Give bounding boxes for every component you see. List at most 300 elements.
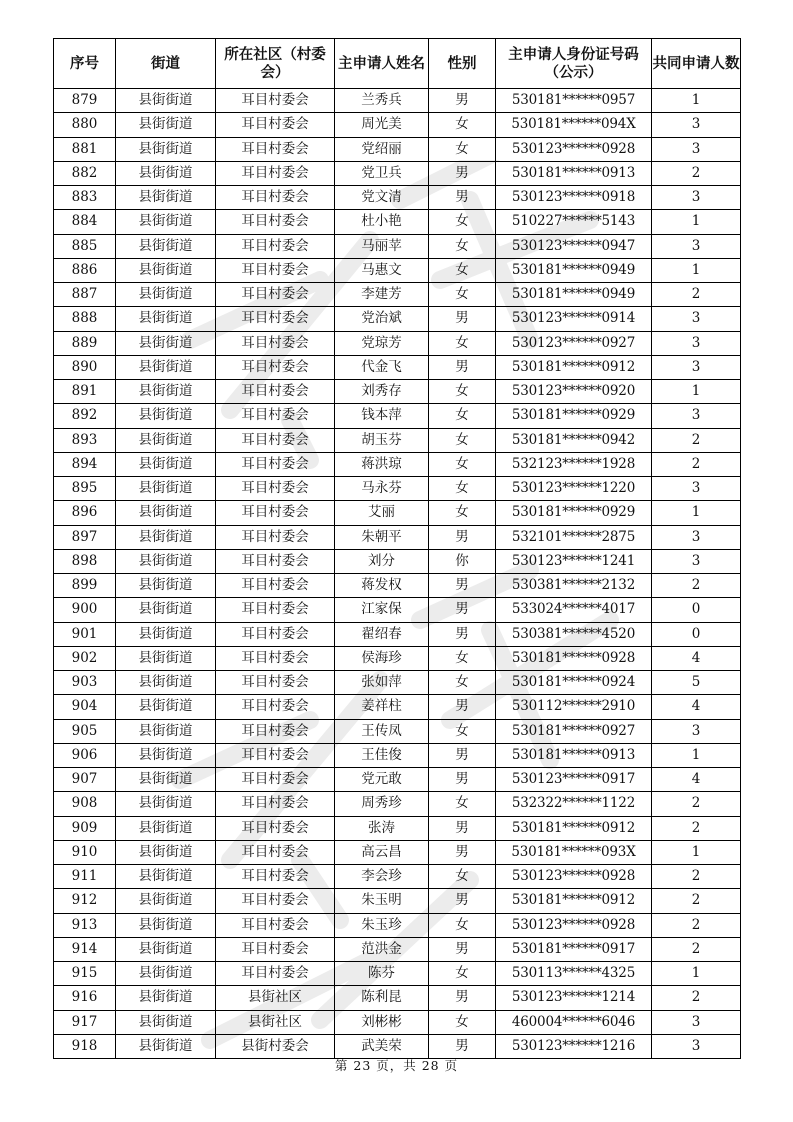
cell-gender: 女 (429, 210, 496, 234)
cell-gender: 女 (429, 719, 496, 743)
cell-gender: 女 (429, 404, 496, 428)
table-row (54, 89, 741, 113)
cell-applicant-name: 翟绍春 (335, 622, 429, 646)
cell-street: 县街街道 (116, 452, 216, 476)
cell-seq: 910 (54, 840, 116, 864)
cell-co-applicants: 3 (652, 186, 741, 210)
cell-id-number: 530181******0927 (496, 719, 652, 743)
cell-street: 县街街道 (116, 258, 216, 282)
cell-co-applicants: 3 (652, 549, 741, 573)
cell-id-number: 510227******5143 (496, 210, 652, 234)
cell-gender: 你 (429, 549, 496, 573)
cell-street: 县街街道 (116, 234, 216, 258)
cell-seq: 913 (54, 913, 116, 937)
cell-seq: 908 (54, 792, 116, 816)
cell-seq: 912 (54, 889, 116, 913)
cell-community: 耳目村委会 (216, 865, 335, 889)
table-row (54, 913, 741, 937)
cell-community: 耳目村委会 (216, 768, 335, 792)
table-row (54, 452, 741, 476)
cell-seq: 882 (54, 161, 116, 185)
cell-seq: 895 (54, 477, 116, 501)
cell-co-applicants: 4 (652, 646, 741, 670)
cell-street: 县街街道 (116, 186, 216, 210)
cell-seq: 907 (54, 768, 116, 792)
cell-seq: 890 (54, 355, 116, 379)
table-row (54, 598, 741, 622)
cell-co-applicants: 2 (652, 889, 741, 913)
cell-seq: 902 (54, 646, 116, 670)
cell-co-applicants: 1 (652, 380, 741, 404)
table-row (54, 1010, 741, 1034)
cell-applicant-name: 陈利昆 (335, 986, 429, 1010)
cell-street: 县街街道 (116, 380, 216, 404)
cell-street: 县街街道 (116, 525, 216, 549)
cell-street: 县街街道 (116, 501, 216, 525)
cell-id-number: 530181******0942 (496, 428, 652, 452)
cell-applicant-name: 钱本萍 (335, 404, 429, 428)
cell-id-number: 530181******0913 (496, 743, 652, 767)
cell-applicant-name: 李会珍 (335, 865, 429, 889)
cell-applicant-name: 兰秀兵 (335, 89, 429, 113)
cell-co-applicants: 1 (652, 89, 741, 113)
cell-seq: 901 (54, 622, 116, 646)
cell-applicant-name: 李建芳 (335, 283, 429, 307)
cell-applicant-name: 艾丽 (335, 501, 429, 525)
cell-gender: 女 (429, 913, 496, 937)
table-row (54, 210, 741, 234)
cell-id-number: 460004******6046 (496, 1010, 652, 1034)
cell-street: 县街街道 (116, 598, 216, 622)
table-body (54, 89, 741, 1059)
cell-applicant-name: 范洪金 (335, 937, 429, 961)
cell-applicant-name: 马丽苹 (335, 234, 429, 258)
cell-applicant-name: 江家保 (335, 598, 429, 622)
cell-co-applicants: 2 (652, 161, 741, 185)
cell-co-applicants: 3 (652, 404, 741, 428)
table-header-row (54, 39, 741, 89)
cell-id-number: 530112******2910 (496, 695, 652, 719)
cell-gender: 女 (429, 331, 496, 355)
cell-street: 县街街道 (116, 331, 216, 355)
header-community: 所在社区（村委会） (216, 39, 335, 89)
cell-applicant-name: 胡玉芬 (335, 428, 429, 452)
cell-seq: 906 (54, 743, 116, 767)
table-row (54, 889, 741, 913)
table-row (54, 865, 741, 889)
cell-gender: 男 (429, 889, 496, 913)
cell-community: 耳目村委会 (216, 113, 335, 137)
cell-co-applicants: 3 (652, 1010, 741, 1034)
cell-id-number: 530123******0928 (496, 913, 652, 937)
cell-co-applicants: 2 (652, 913, 741, 937)
cell-co-applicants: 2 (652, 792, 741, 816)
cell-co-applicants: 2 (652, 574, 741, 598)
cell-id-number: 530123******0918 (496, 186, 652, 210)
cell-co-applicants: 1 (652, 210, 741, 234)
table-row (54, 937, 741, 961)
cell-community: 县街村委会 (216, 1034, 335, 1058)
table-row (54, 525, 741, 549)
cell-street: 县街街道 (116, 913, 216, 937)
cell-co-applicants: 3 (652, 113, 741, 137)
table-row (54, 331, 741, 355)
cell-applicant-name: 朱玉明 (335, 889, 429, 913)
cell-co-applicants: 2 (652, 937, 741, 961)
cell-id-number: 532123******1928 (496, 452, 652, 476)
cell-seq: 915 (54, 962, 116, 986)
cell-street: 县街街道 (116, 743, 216, 767)
cell-seq: 881 (54, 137, 116, 161)
cell-co-applicants: 1 (652, 501, 741, 525)
table-row (54, 646, 741, 670)
cell-community: 耳目村委会 (216, 258, 335, 282)
cell-seq: 896 (54, 501, 116, 525)
cell-street: 县街街道 (116, 1034, 216, 1058)
cell-applicant-name: 王佳俊 (335, 743, 429, 767)
cell-community: 耳目村委会 (216, 719, 335, 743)
cell-applicant-name: 党琼芳 (335, 331, 429, 355)
cell-street: 县街街道 (116, 695, 216, 719)
cell-seq: 884 (54, 210, 116, 234)
cell-id-number: 530181******0929 (496, 404, 652, 428)
cell-applicant-name: 张如萍 (335, 671, 429, 695)
cell-gender: 男 (429, 598, 496, 622)
cell-co-applicants: 1 (652, 258, 741, 282)
table-row (54, 816, 741, 840)
cell-community: 耳目村委会 (216, 622, 335, 646)
cell-street: 县街街道 (116, 549, 216, 573)
cell-community: 耳目村委会 (216, 452, 335, 476)
header-gender: 性别 (429, 39, 496, 89)
cell-applicant-name: 朱朝平 (335, 525, 429, 549)
cell-gender: 女 (429, 137, 496, 161)
cell-applicant-name: 党绍丽 (335, 137, 429, 161)
cell-id-number: 530123******0947 (496, 234, 652, 258)
cell-co-applicants: 2 (652, 816, 741, 840)
cell-applicant-name: 蒋发权 (335, 574, 429, 598)
cell-street: 县街街道 (116, 574, 216, 598)
table-row (54, 355, 741, 379)
cell-community: 耳目村委会 (216, 137, 335, 161)
cell-community: 耳目村委会 (216, 816, 335, 840)
cell-seq: 904 (54, 695, 116, 719)
cell-id-number: 530181******0929 (496, 501, 652, 525)
table-row (54, 768, 741, 792)
cell-street: 县街街道 (116, 792, 216, 816)
cell-id-number: 530123******0928 (496, 137, 652, 161)
cell-seq: 903 (54, 671, 116, 695)
cell-co-applicants: 3 (652, 719, 741, 743)
cell-co-applicants: 3 (652, 355, 741, 379)
cell-id-number: 530123******1220 (496, 477, 652, 501)
cell-gender: 男 (429, 525, 496, 549)
cell-applicant-name: 陈芬 (335, 962, 429, 986)
cell-id-number: 532101******2875 (496, 525, 652, 549)
cell-community: 耳目村委会 (216, 962, 335, 986)
cell-applicant-name: 周秀珍 (335, 792, 429, 816)
cell-street: 县街街道 (116, 477, 216, 501)
cell-community: 耳目村委会 (216, 840, 335, 864)
table-row (54, 234, 741, 258)
table-row (54, 501, 741, 525)
cell-co-applicants: 3 (652, 1034, 741, 1058)
cell-street: 县街街道 (116, 283, 216, 307)
cell-seq: 883 (54, 186, 116, 210)
cell-applicant-name: 马永芬 (335, 477, 429, 501)
cell-seq: 893 (54, 428, 116, 452)
cell-street: 县街街道 (116, 307, 216, 331)
page-footer: 第 23 页，共 28 页 (334, 1058, 459, 1073)
cell-gender: 男 (429, 1034, 496, 1058)
cell-co-applicants: 2 (652, 865, 741, 889)
cell-community: 耳目村委会 (216, 549, 335, 573)
cell-gender: 男 (429, 186, 496, 210)
table-row (54, 962, 741, 986)
cell-street: 县街街道 (116, 210, 216, 234)
table-row (54, 258, 741, 282)
cell-street: 县街街道 (116, 428, 216, 452)
cell-co-applicants: 5 (652, 671, 741, 695)
cell-id-number: 530123******0920 (496, 380, 652, 404)
cell-seq: 880 (54, 113, 116, 137)
cell-gender: 男 (429, 695, 496, 719)
cell-applicant-name: 代金飞 (335, 355, 429, 379)
cell-street: 县街街道 (116, 768, 216, 792)
cell-co-applicants: 0 (652, 622, 741, 646)
table-row (54, 307, 741, 331)
cell-co-applicants: 1 (652, 962, 741, 986)
cell-community: 耳目村委会 (216, 404, 335, 428)
cell-community: 耳目村委会 (216, 161, 335, 185)
cell-applicant-name: 姜祥柱 (335, 695, 429, 719)
cell-community: 耳目村委会 (216, 743, 335, 767)
cell-co-applicants: 2 (652, 452, 741, 476)
header-seq: 序号 (54, 39, 116, 89)
cell-applicant-name: 刘彬彬 (335, 1010, 429, 1034)
applicant-table (53, 38, 741, 1059)
cell-community: 耳目村委会 (216, 598, 335, 622)
cell-community: 耳目村委会 (216, 380, 335, 404)
cell-gender: 女 (429, 477, 496, 501)
cell-street: 县街街道 (116, 865, 216, 889)
cell-id-number: 530181******094X (496, 113, 652, 137)
cell-community: 耳目村委会 (216, 428, 335, 452)
cell-id-number: 530181******0957 (496, 89, 652, 113)
cell-gender: 女 (429, 113, 496, 137)
cell-seq: 905 (54, 719, 116, 743)
cell-community: 耳目村委会 (216, 792, 335, 816)
table-row (54, 743, 741, 767)
cell-seq: 888 (54, 307, 116, 331)
cell-applicant-name: 党卫兵 (335, 161, 429, 185)
cell-seq: 886 (54, 258, 116, 282)
cell-applicant-name: 马惠文 (335, 258, 429, 282)
cell-id-number: 530181******0924 (496, 671, 652, 695)
cell-gender: 男 (429, 622, 496, 646)
cell-community: 县街社区 (216, 986, 335, 1010)
cell-id-number: 530181******0912 (496, 889, 652, 913)
cell-co-applicants: 0 (652, 598, 741, 622)
cell-gender: 男 (429, 986, 496, 1010)
cell-community: 县街社区 (216, 1010, 335, 1034)
cell-id-number: 530181******0912 (496, 355, 652, 379)
cell-street: 县街街道 (116, 671, 216, 695)
table-row (54, 477, 741, 501)
cell-co-applicants: 4 (652, 695, 741, 719)
table-row (54, 283, 741, 307)
cell-street: 县街街道 (116, 1010, 216, 1034)
cell-street: 县街街道 (116, 937, 216, 961)
table-row (54, 695, 741, 719)
header-id-number: 主申请人身份证号码（公示） (496, 39, 652, 89)
cell-community: 耳目村委会 (216, 574, 335, 598)
cell-seq: 889 (54, 331, 116, 355)
cell-applicant-name: 刘分 (335, 549, 429, 573)
cell-community: 耳目村委会 (216, 913, 335, 937)
cell-applicant-name: 王传凤 (335, 719, 429, 743)
cell-id-number: 530181******093X (496, 840, 652, 864)
cell-co-applicants: 2 (652, 283, 741, 307)
cell-street: 县街街道 (116, 719, 216, 743)
cell-id-number: 530123******1214 (496, 986, 652, 1010)
cell-gender: 女 (429, 234, 496, 258)
cell-gender: 男 (429, 307, 496, 331)
cell-id-number: 530123******1216 (496, 1034, 652, 1058)
cell-seq: 909 (54, 816, 116, 840)
cell-gender: 男 (429, 768, 496, 792)
cell-co-applicants: 2 (652, 428, 741, 452)
cell-seq: 916 (54, 986, 116, 1010)
cell-community: 耳目村委会 (216, 355, 335, 379)
cell-co-applicants: 3 (652, 477, 741, 501)
cell-seq: 898 (54, 549, 116, 573)
cell-co-applicants: 4 (652, 768, 741, 792)
cell-id-number: 533024******4017 (496, 598, 652, 622)
cell-co-applicants: 3 (652, 137, 741, 161)
cell-street: 县街街道 (116, 889, 216, 913)
table-row (54, 719, 741, 743)
cell-gender: 男 (429, 937, 496, 961)
cell-applicant-name: 朱玉珍 (335, 913, 429, 937)
cell-applicant-name: 张涛 (335, 816, 429, 840)
cell-seq: 914 (54, 937, 116, 961)
cell-gender: 女 (429, 380, 496, 404)
cell-community: 耳目村委会 (216, 695, 335, 719)
table-row (54, 792, 741, 816)
table-row (54, 549, 741, 573)
cell-id-number: 530381******2132 (496, 574, 652, 598)
table-row (54, 186, 741, 210)
cell-applicant-name: 杜小艳 (335, 210, 429, 234)
cell-gender: 女 (429, 962, 496, 986)
cell-gender: 男 (429, 743, 496, 767)
cell-community: 耳目村委会 (216, 210, 335, 234)
cell-seq: 900 (54, 598, 116, 622)
cell-id-number: 530123******0917 (496, 768, 652, 792)
cell-gender: 女 (429, 501, 496, 525)
cell-community: 耳目村委会 (216, 671, 335, 695)
cell-community: 耳目村委会 (216, 501, 335, 525)
cell-co-applicants: 1 (652, 743, 741, 767)
cell-applicant-name: 党治斌 (335, 307, 429, 331)
cell-community: 耳目村委会 (216, 89, 335, 113)
cell-seq: 879 (54, 89, 116, 113)
cell-seq: 894 (54, 452, 116, 476)
cell-seq: 892 (54, 404, 116, 428)
cell-community: 耳目村委会 (216, 283, 335, 307)
table-row (54, 622, 741, 646)
header-street: 街道 (116, 39, 216, 89)
header-co-applicants: 共同申请人数 (652, 39, 741, 89)
cell-id-number: 530123******0914 (496, 307, 652, 331)
header-applicant-name: 主申请人姓名 (335, 39, 429, 89)
cell-street: 县街街道 (116, 962, 216, 986)
cell-id-number: 530123******0927 (496, 331, 652, 355)
cell-applicant-name: 周光美 (335, 113, 429, 137)
cell-street: 县街街道 (116, 161, 216, 185)
cell-applicant-name: 武美荣 (335, 1034, 429, 1058)
cell-gender: 男 (429, 840, 496, 864)
cell-gender: 女 (429, 258, 496, 282)
cell-co-applicants: 1 (652, 840, 741, 864)
cell-street: 县街街道 (116, 113, 216, 137)
cell-seq: 885 (54, 234, 116, 258)
cell-applicant-name: 蒋洪琼 (335, 452, 429, 476)
cell-id-number: 530181******0928 (496, 646, 652, 670)
cell-street: 县街街道 (116, 816, 216, 840)
table-row (54, 428, 741, 452)
cell-gender: 女 (429, 428, 496, 452)
cell-id-number: 532322******1122 (496, 792, 652, 816)
cell-gender: 女 (429, 792, 496, 816)
cell-co-applicants: 3 (652, 525, 741, 549)
cell-id-number: 530181******0913 (496, 161, 652, 185)
cell-applicant-name: 党文清 (335, 186, 429, 210)
cell-gender: 女 (429, 452, 496, 476)
table-row (54, 404, 741, 428)
cell-community: 耳目村委会 (216, 331, 335, 355)
cell-co-applicants: 2 (652, 986, 741, 1010)
cell-gender: 男 (429, 816, 496, 840)
table-row (54, 161, 741, 185)
cell-street: 县街街道 (116, 89, 216, 113)
table-row (54, 671, 741, 695)
cell-gender: 女 (429, 865, 496, 889)
table-row (54, 574, 741, 598)
cell-id-number: 530181******0917 (496, 937, 652, 961)
cell-co-applicants: 3 (652, 234, 741, 258)
cell-id-number: 530181******0949 (496, 283, 652, 307)
cell-seq: 917 (54, 1010, 116, 1034)
cell-street: 县街街道 (116, 622, 216, 646)
cell-co-applicants: 3 (652, 307, 741, 331)
cell-applicant-name: 党元敢 (335, 768, 429, 792)
table-row (54, 380, 741, 404)
cell-community: 耳目村委会 (216, 646, 335, 670)
cell-gender: 女 (429, 283, 496, 307)
cell-co-applicants: 3 (652, 331, 741, 355)
cell-street: 县街街道 (116, 137, 216, 161)
cell-id-number: 530181******0949 (496, 258, 652, 282)
cell-community: 耳目村委会 (216, 477, 335, 501)
cell-id-number: 530181******0912 (496, 816, 652, 840)
cell-street: 县街街道 (116, 355, 216, 379)
cell-community: 耳目村委会 (216, 307, 335, 331)
cell-gender: 男 (429, 89, 496, 113)
cell-gender: 男 (429, 574, 496, 598)
cell-applicant-name: 高云昌 (335, 840, 429, 864)
